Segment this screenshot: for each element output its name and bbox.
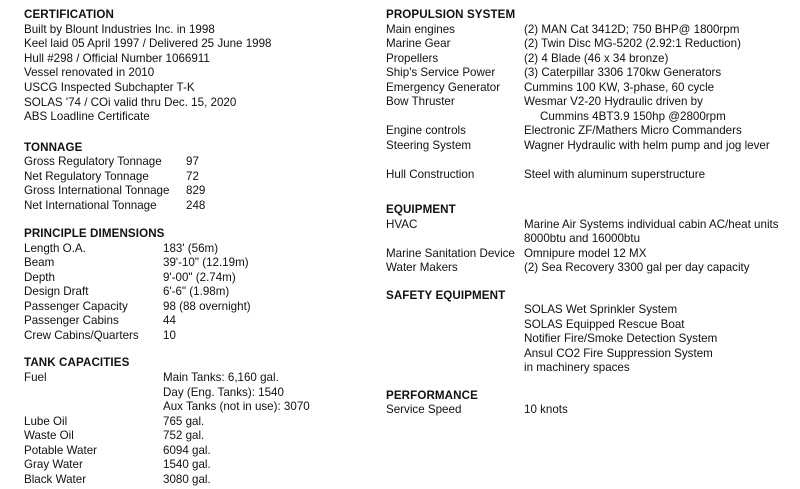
dimension-value: 98 (88 overnight) xyxy=(163,299,251,313)
propulsion-row xyxy=(386,23,791,38)
propulsion-value: (2) Twin Disc MG-5202 (2.92:1 Reduction) xyxy=(524,37,741,51)
propulsion-value: (2) 4 Blade (46 x 34 bronze) xyxy=(524,51,669,65)
tonnage-value: 248 xyxy=(186,198,206,212)
safety-section xyxy=(386,289,791,376)
tonnage-row xyxy=(24,199,369,214)
left-column xyxy=(24,8,369,487)
equipment-section xyxy=(386,203,791,276)
tank-label: Lube Oil xyxy=(24,414,68,428)
tank-row xyxy=(24,371,369,386)
dimension-value: 10 xyxy=(163,328,176,342)
safety-item: Notifier Fire/Smoke Detection System xyxy=(524,332,718,346)
propulsion-row xyxy=(386,168,791,183)
tank-row xyxy=(24,444,369,459)
propulsion-value: (3) Caterpillar 3306 170kw Generators xyxy=(524,66,722,80)
propulsion-label: Main engines xyxy=(386,22,455,36)
tank-row xyxy=(24,386,369,401)
performance-section xyxy=(386,389,791,418)
propulsion-value: Wesmar V2-20 Hydraulic driven by xyxy=(524,95,703,109)
equipment-row xyxy=(386,218,791,233)
safety-row xyxy=(386,332,791,347)
safety-row xyxy=(386,318,791,333)
equipment-value: Omnipure model 12 MX xyxy=(524,246,647,260)
propulsion-label: Propellers xyxy=(386,51,439,65)
propulsion-row xyxy=(386,66,791,81)
tonnage-label: Net Regulatory Tonnage xyxy=(24,169,149,183)
performance-label: Service Speed xyxy=(386,403,462,417)
fuel-value: Day (Eng. Tanks): 1540 xyxy=(163,385,284,399)
tonnage-row xyxy=(24,184,369,199)
certification-line: ABS Loadline Certificate xyxy=(24,110,150,124)
tonnage-row xyxy=(24,170,369,185)
tonnage-section xyxy=(24,141,369,214)
dimension-label: Depth xyxy=(24,270,55,284)
tonnage-value: 97 xyxy=(186,155,199,169)
dimension-label: Passenger Capacity xyxy=(24,299,128,313)
equipment-value: 8000btu and 16000btu xyxy=(524,232,641,246)
tank-label: Potable Water xyxy=(24,443,98,457)
tonnage-label: Gross Regulatory Tonnage xyxy=(24,155,162,169)
propulsion-label: Marine Gear xyxy=(386,37,451,51)
dimension-value: 39'-10" (12.19m) xyxy=(163,256,249,270)
propulsion-label: Bow Thruster xyxy=(386,95,455,109)
dimension-value: 44 xyxy=(163,314,176,328)
performance-heading: PERFORMANCE xyxy=(386,388,478,402)
dimensions-heading: PRINCIPLE DIMENSIONS xyxy=(24,227,165,241)
tank-value: 752 gal. xyxy=(163,429,205,443)
dimension-label: Design Draft xyxy=(24,285,89,299)
safety-item: in machinery spaces xyxy=(524,361,630,375)
certification-section xyxy=(24,8,369,125)
tank-row xyxy=(24,458,369,473)
fuel-value: Aux Tanks (not in use): 3070 xyxy=(163,400,310,414)
tonnage-value: 829 xyxy=(186,184,206,198)
tank-row xyxy=(24,400,369,415)
dimension-value: 6'-6" (1.98m) xyxy=(163,285,230,299)
tank-label: Gray Water xyxy=(24,458,83,472)
dimension-row xyxy=(24,285,369,300)
propulsion-value: Cummins 4BT3.9 150hp @2800rpm xyxy=(540,109,726,123)
propulsion-value: Wagner Hydraulic with helm pump and jog lever xyxy=(524,138,770,152)
propulsion-section xyxy=(386,8,791,182)
tank-row xyxy=(24,473,369,488)
tonnage-heading: TONNAGE xyxy=(24,140,83,154)
propulsion-row xyxy=(386,110,791,125)
dimension-label: Length O.A. xyxy=(24,241,86,255)
certification-line: SOLAS '74 / COi valid thru Dec. 15, 2020 xyxy=(24,95,237,109)
dimensions-section xyxy=(24,227,369,343)
fuel-value: Main Tanks: 6,160 gal. xyxy=(163,371,279,385)
equipment-label: Water Makers xyxy=(386,261,458,275)
dimension-label: Passenger Cabins xyxy=(24,314,119,328)
tank-value: 765 gal. xyxy=(163,414,205,428)
equipment-row xyxy=(386,232,791,247)
equipment-row xyxy=(386,247,791,262)
certification-line: Keel laid 05 April 1997 / Delivered 25 June 1998 xyxy=(24,37,272,51)
propulsion-row xyxy=(386,37,791,52)
dimension-value: 9'-00" (2.74m) xyxy=(163,270,236,284)
dimension-row xyxy=(24,242,369,257)
equipment-label: Marine Sanitation Device xyxy=(386,246,515,260)
propulsion-row xyxy=(386,81,791,96)
dimension-label: Crew Cabins/Quarters xyxy=(24,328,139,342)
tank-label: Fuel xyxy=(24,371,47,385)
tank-value: 6094 gal. xyxy=(163,443,211,457)
dimension-label: Beam xyxy=(24,256,55,270)
tank-value: 1540 gal. xyxy=(163,458,211,472)
propulsion-value: Cummins 100 KW, 3-phase, 60 cycle xyxy=(524,80,715,94)
propulsion-row xyxy=(386,139,791,154)
tank-row xyxy=(24,415,369,430)
tonnage-label: Gross International Tonnage xyxy=(24,184,170,198)
equipment-label: HVAC xyxy=(386,217,418,231)
tank-label: Black Water xyxy=(24,472,87,486)
equipment-row xyxy=(386,261,791,276)
safety-heading: SAFETY EQUIPMENT xyxy=(386,288,506,302)
certification-line: Vessel renovated in 2010 xyxy=(24,66,155,80)
safety-item: SOLAS Wet Sprinkler System xyxy=(524,303,678,317)
dimension-row xyxy=(24,314,369,329)
propulsion-value: Steel with aluminum superstructure xyxy=(524,167,706,181)
propulsion-value: Electronic ZF/Mathers Micro Commanders xyxy=(524,124,742,138)
certification-heading: CERTIFICATION xyxy=(24,8,114,21)
tanks-heading: TANK CAPACITIES xyxy=(24,356,130,370)
performance-value: 10 knots xyxy=(524,403,568,417)
right-column xyxy=(386,8,791,418)
propulsion-row xyxy=(386,124,791,139)
certification-line: Built by Blount Industries Inc. in 1998 xyxy=(24,22,215,36)
equipment-heading: EQUIPMENT xyxy=(386,203,456,217)
safety-row xyxy=(386,347,791,362)
propulsion-row xyxy=(386,95,791,110)
propulsion-heading: PROPULSION SYSTEM xyxy=(386,8,516,21)
tank-label: Waste Oil xyxy=(24,429,74,443)
certification-line: USCG Inspected Subchapter T-K xyxy=(24,80,195,94)
equipment-value: (2) Sea Recovery 3300 gal per day capacity xyxy=(524,261,750,275)
tonnage-label: Net International Tonnage xyxy=(24,198,157,212)
tank-row xyxy=(24,429,369,444)
propulsion-label: Steering System xyxy=(386,138,472,152)
tank-capacities-section xyxy=(24,356,369,487)
propulsion-row xyxy=(386,52,791,67)
dimension-row xyxy=(24,329,369,344)
dimension-value: 183' (56m) xyxy=(163,241,219,255)
dimension-row xyxy=(24,271,369,286)
certification-line: Hull #298 / Official Number 1066911 xyxy=(24,51,210,65)
tonnage-row xyxy=(24,155,369,170)
safety-item: Ansul CO2 Fire Suppression System xyxy=(524,346,713,360)
tonnage-value: 72 xyxy=(186,169,199,183)
safety-row xyxy=(386,303,791,318)
safety-item: SOLAS Equipped Rescue Boat xyxy=(524,317,685,331)
propulsion-label: Hull Construction xyxy=(386,167,475,181)
propulsion-label: Emergency Generator xyxy=(386,80,501,94)
dimension-row xyxy=(24,256,369,271)
performance-row xyxy=(386,403,791,418)
propulsion-label: Engine controls xyxy=(386,124,466,138)
propulsion-value: (2) MAN Cat 3412D; 750 BHP@ 1800rpm xyxy=(524,22,740,36)
safety-row xyxy=(386,361,791,376)
dimension-row xyxy=(24,300,369,315)
tank-value: 3080 gal. xyxy=(163,472,211,486)
equipment-value: Marine Air Systems individual cabin AC/heat units xyxy=(524,217,779,231)
propulsion-label: Ship's Service Power xyxy=(386,66,496,80)
